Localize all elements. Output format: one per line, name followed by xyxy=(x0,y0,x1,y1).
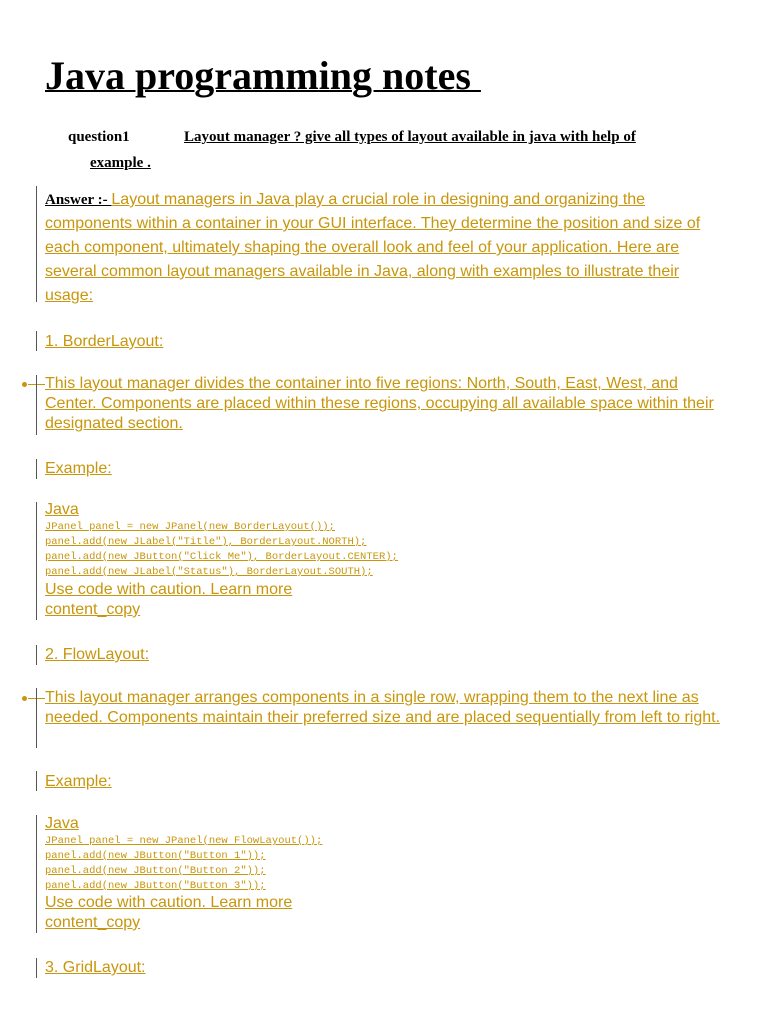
answer-label: Answer :- xyxy=(45,192,112,208)
answer-block xyxy=(45,188,725,308)
example-label: Example: xyxy=(45,460,112,477)
code-line: panel.add(new JButton("Button 2")); xyxy=(45,865,266,877)
change-bar xyxy=(36,186,37,302)
question-block xyxy=(68,124,728,176)
code-line: JPanel panel = new JPanel(new BorderLayout()); xyxy=(45,521,335,533)
example-label: Example: xyxy=(45,773,112,790)
copy-icon[interactable]: content_copy xyxy=(45,601,141,618)
section-description: This layout manager divides the container into five regions: North, South, East, West, and Center. Components are placed within these regions, occupying all available space within their designated section. xyxy=(45,375,714,432)
change-bar xyxy=(36,375,37,435)
code-language-label: Java xyxy=(45,501,79,518)
bullet-icon xyxy=(22,696,27,701)
change-bar xyxy=(36,771,37,791)
section-heading: 2. FlowLayout: xyxy=(45,646,150,663)
code-line: panel.add(new JButton("Click Me"), BorderLayout.CENTER); xyxy=(45,551,398,563)
change-bar xyxy=(36,459,37,479)
question-text: Layout manager ? give all types of layout available in java with help of xyxy=(184,129,636,145)
code-caution-link[interactable]: Use code with caution. Learn more xyxy=(45,894,293,911)
code-line: panel.add(new JButton("Button 3")); xyxy=(45,880,266,892)
code-line: panel.add(new JLabel("Title"), BorderLayout.NORTH); xyxy=(45,536,367,548)
code-line: panel.add(new JLabel("Status"), BorderLayout.SOUTH); xyxy=(45,566,373,578)
change-bar xyxy=(36,645,37,665)
code-language-label: Java xyxy=(45,815,79,832)
section-description: This layout manager arranges components in a single row, wrapping them to the next line as needed. Components maintain their preferred size and are placed sequentially from left to right. xyxy=(45,689,721,726)
code-block xyxy=(45,520,725,580)
code-block xyxy=(45,834,725,894)
change-bar xyxy=(36,688,37,748)
code-lines xyxy=(45,834,725,894)
code-caution-link[interactable]: Use code with caution. Learn more xyxy=(45,581,293,598)
question-label: question1 xyxy=(68,129,130,145)
section-heading: 1. BorderLayout: xyxy=(45,333,164,350)
change-bar xyxy=(36,958,37,978)
code-line: JPanel panel = new JPanel(new FlowLayout()); xyxy=(45,835,323,847)
copy-icon[interactable]: content_copy xyxy=(45,914,141,931)
code-line: panel.add(new JButton("Button 1")); xyxy=(45,850,266,862)
change-bar xyxy=(36,815,37,933)
answer-intro: Layout managers in Java play a crucial role in designing and organizing the components within a container in your GUI interface. They determine the position and size of each component, ultimately shaping the overall look and feel of your application. Here are several common layout managers available in Java, along with examples to illustrate their usage: xyxy=(45,191,701,304)
question-text-continued: example . xyxy=(90,155,151,171)
bullet-icon xyxy=(22,382,27,387)
page-title: Java programming notes xyxy=(45,53,481,98)
change-bar xyxy=(36,331,37,351)
section-heading: 3. GridLayout: xyxy=(45,959,146,976)
change-bar xyxy=(36,502,37,620)
code-lines xyxy=(45,520,725,580)
